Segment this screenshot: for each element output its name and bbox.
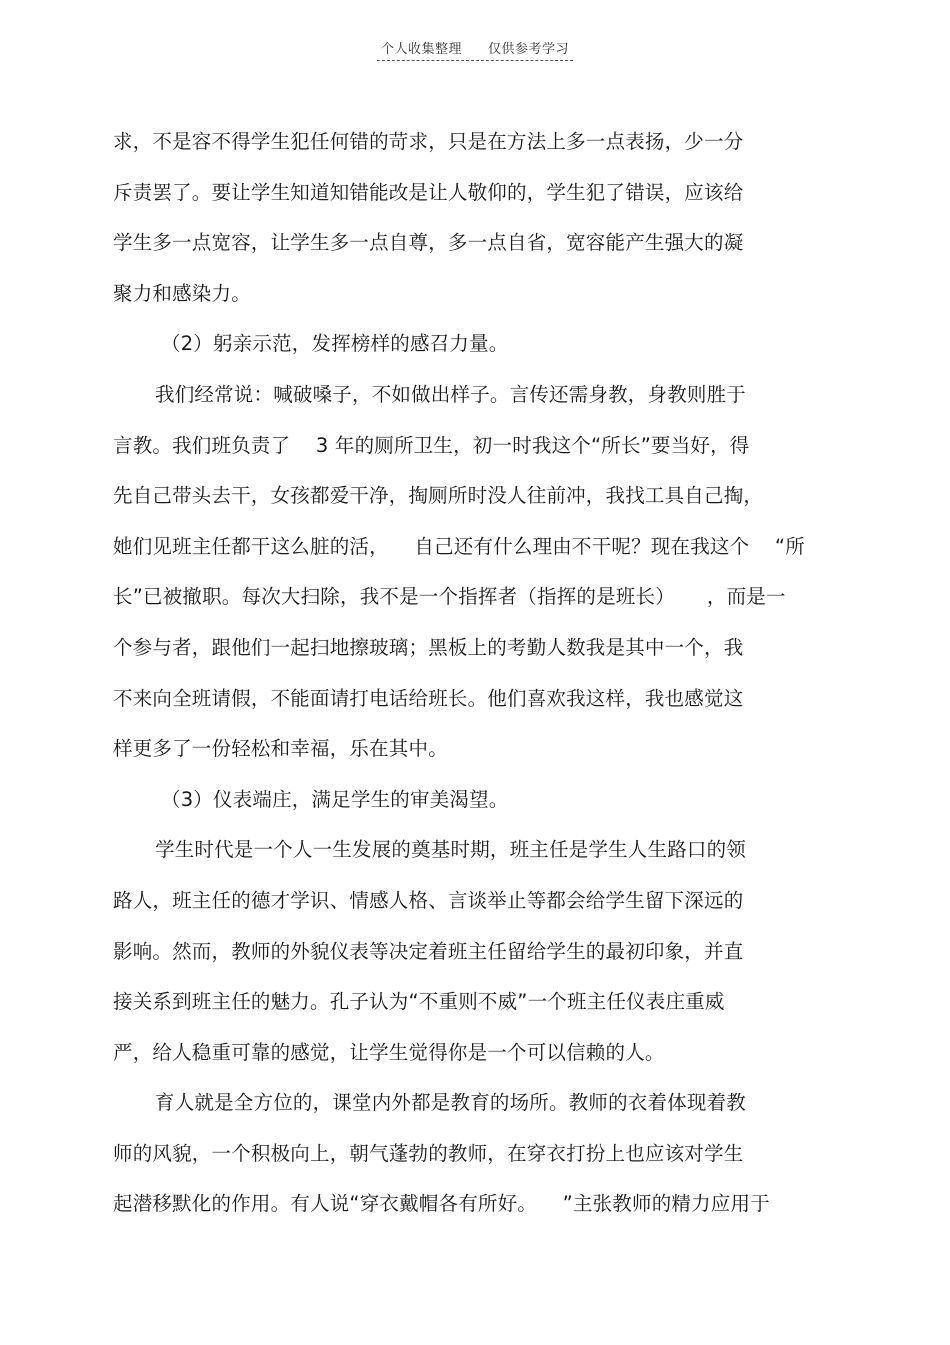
page-header [0, 38, 950, 61]
text-line: 聚力和感染力。 [113, 281, 251, 305]
text-line: 路人，班主任的德才学识、情感人格、言谈举止等都会给学生留下深远的 [113, 888, 744, 912]
text-line: 我们经常说：喊破嗓子，不如做出样子。言传还需身教，身教则胜于 [155, 382, 747, 406]
text-line: 长”已被撤职。每次大扫除，我不是一个指挥者（指挥的是班长） ，而是一 [113, 585, 786, 609]
text-line: 严，给人稳重可靠的感觉，让学生觉得你是一个可以信赖的人。 [113, 1040, 665, 1064]
header-right-text: 仅供参考学习 [488, 42, 570, 57]
text-line: 样更多了一份轻松和幸福，乐在其中。 [113, 737, 448, 761]
text-line: 起潜移默化的作用。有人说“穿衣戴帽各有所好。 ”主张教师的精力应用于 [113, 1192, 770, 1216]
text-line: 言教。我们班负责了 3 年的厕所卫生，初一时我这个“所长”要当好，得 [113, 433, 750, 457]
text-line: 学生时代是一个人一生发展的奠基时期，班主任是学生人生路口的领 [155, 838, 747, 862]
text-line: 接关系到班主任的魅力。孔子认为“不重则不威”一个班主任仪表庄重威 [113, 990, 725, 1014]
section-heading-3: （3）仪表端庄，满足学生的审美渴望。 [161, 787, 509, 811]
text-line: 先自己带头去干，女孩都爱干净，掏厕所时没人往前冲，我找工具自己掏， [113, 484, 764, 508]
text-line: 育人就是全方位的，课堂内外都是教育的场所。教师的衣着体现着教 [155, 1091, 747, 1115]
text-line: 她们见班主任都干这么脏的活， 自己还有什么理由不干呢？现在我这个 “所 [113, 534, 805, 558]
text-line: 求，不是容不得学生犯任何错的苛求，只是在方法上多一点表扬，少一分 [113, 130, 744, 153]
text-line: 斥责罢了。要让学生知道知错能改是让人敬仰的，学生犯了错误，应该给 [113, 180, 744, 204]
document-body [113, 120, 843, 1233]
text-line: 个参与者，跟他们一起扫地擦玻璃；黑板上的考勤人数我是其中一个，我 [113, 635, 744, 659]
text-line: 师的风貌，一个积极向上，朝气蓬勃的教师，在穿衣打扮上也应该对学生 [113, 1141, 744, 1165]
header-left-text: 个人收集整理 [380, 42, 462, 57]
text-line: 影响。然而，教师的外貌仪表等决定着班主任留给学生的最初印象，并直 [113, 939, 744, 963]
header-underline [377, 38, 573, 61]
text-line: 学生多一点宽容，让学生多一点自尊，多一点自省，宽容能产生强大的凝 [113, 231, 744, 255]
text-line: 不来向全班请假，不能面请打电话给班长。他们喜欢我这样，我也感觉这 [113, 686, 744, 710]
section-heading-2: （2）躬亲示范，发挥榜样的感召力量。 [161, 332, 509, 356]
